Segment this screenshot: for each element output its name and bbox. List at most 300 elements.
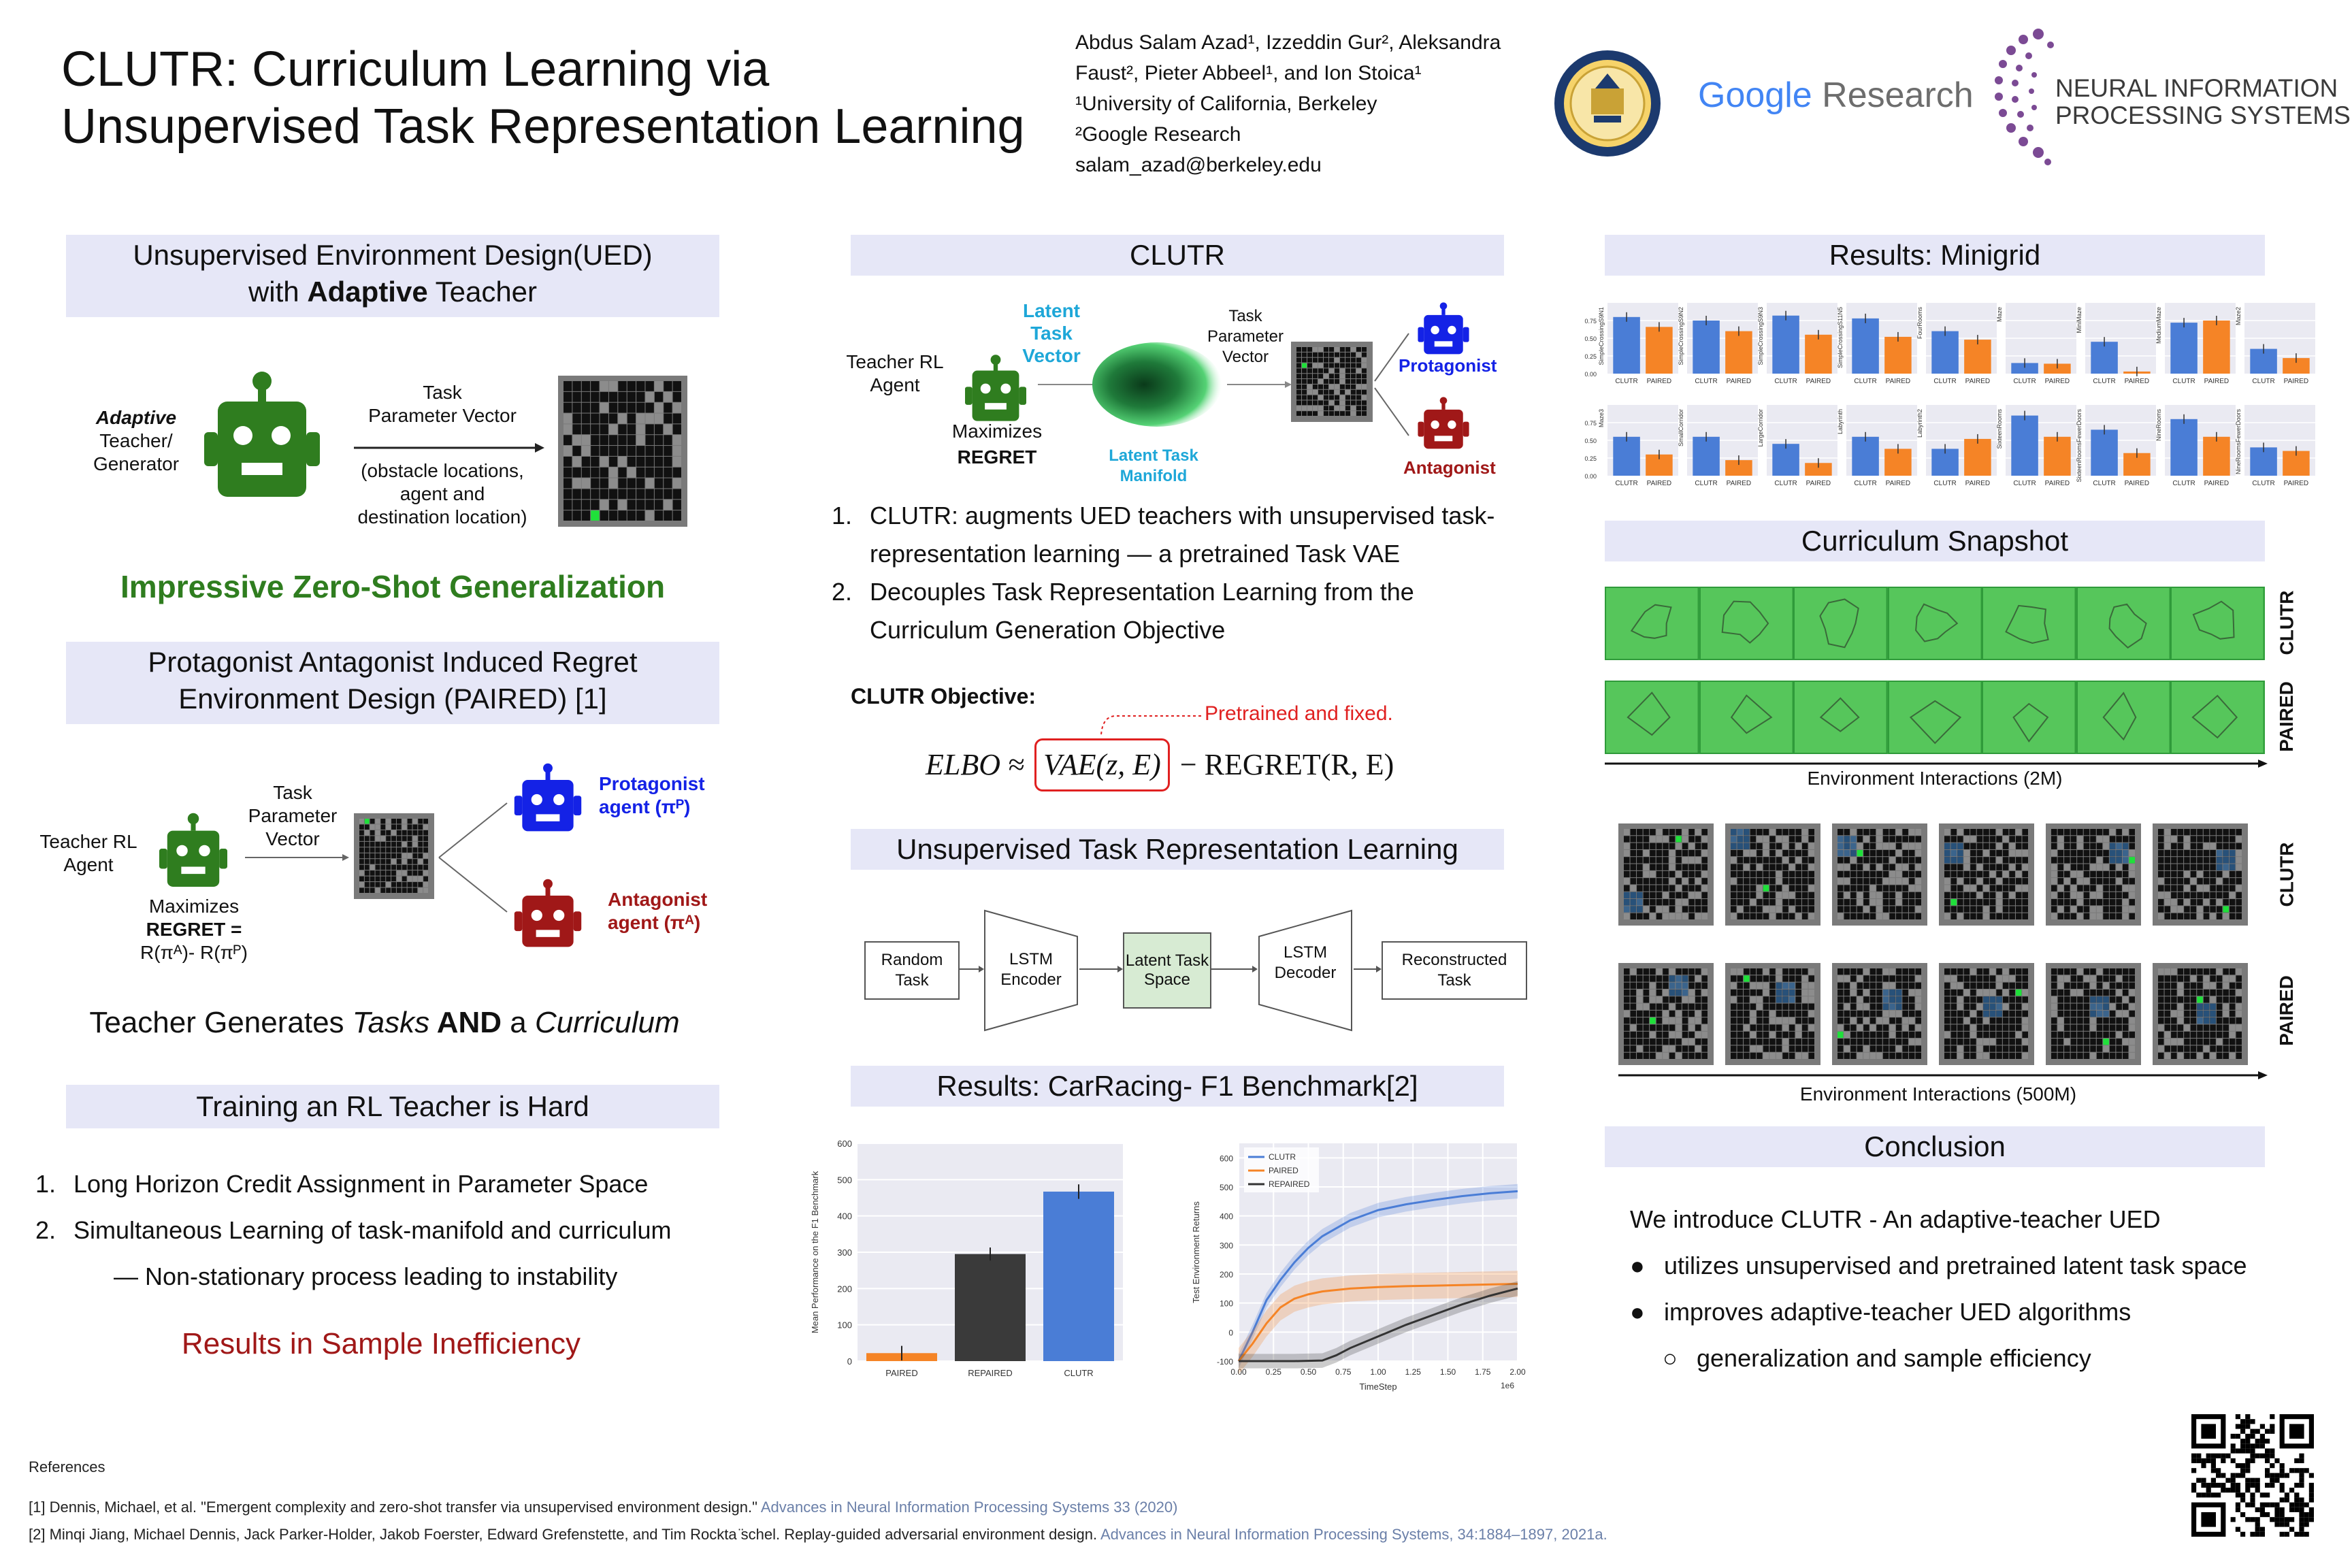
maze-wall-cell [1782,857,1788,863]
maze-wall-cell [1889,843,1895,849]
maze-visited-cell [1951,850,1957,856]
maze-visited-cell [1744,829,1750,835]
maze-floor-cell [2204,1024,2210,1030]
maze-floor-cell [2051,1024,2057,1030]
maze-floor-cell [2230,1045,2236,1051]
maze-floor-cell [2110,1017,2116,1024]
maze-floor-cell [1656,885,1663,891]
minigrid-xtick-label: PAIRED [2204,480,2230,487]
minigrid-ytick-label: 0.75 [1584,318,1597,325]
maze-wall-cell [402,853,407,858]
minigrid-bar-paired [1964,340,1991,374]
maze-floor-cell [1844,1053,1850,1059]
bar-repaired [955,1254,1026,1361]
qr-module [2299,1503,2304,1507]
maze-floor-cell [1744,990,1750,996]
maze-floor-cell [2103,906,2109,912]
maze-floor-cell [1731,885,1737,891]
maze-wall-cell [412,819,417,823]
maze-visited-cell [1990,1011,1996,1017]
maze-wall-cell [1663,836,1669,842]
maze-wall-cell [1808,850,1814,856]
neurips-dots-logo [1991,26,2065,169]
maze-floor-cell [1896,906,1902,912]
snapshot-axis-arrow-2 [1618,1070,2268,1081]
maze-floor-cell [591,489,599,499]
maze-floor-cell [1644,1039,1650,1045]
maze-wall-cell [1763,843,1769,849]
maze-wall-cell [2051,864,2057,870]
maze-floor-cell [1340,363,1345,368]
maze-wall-cell [1307,406,1312,410]
snapshot-track-cell [1699,681,1794,754]
qr-module [2240,1492,2245,1497]
maze-floor-cell [2158,850,2164,856]
maze-floor-cell [1688,885,1695,891]
maze-floor-cell [1990,1053,1996,1059]
maze-floor-cell [1964,829,1970,835]
maze-floor-cell [1737,892,1744,898]
snapshot-maze-thumbnail [2046,963,2141,1065]
maze-floor-cell [1744,885,1750,891]
maze-floor-cell [2158,1017,2164,1024]
clutr-points-list [832,497,1512,649]
maze-floor-cell [1902,1039,1908,1045]
maze-floor-cell [1669,885,1676,891]
snapshot-track-cell [1982,587,2076,660]
qr-code[interactable] [2191,1414,2314,1537]
maze-wall-cell [1644,906,1650,912]
maze-floor-cell [1676,1039,1682,1045]
maze-floor-cell [2003,983,2009,989]
maze-floor-cell [1737,996,1744,1002]
maze-wall-cell [1996,843,2002,849]
maze-wall-cell [1915,1024,1921,1030]
maze-floor-cell [1896,1039,1902,1045]
maze-wall-cell [1889,983,1895,989]
maze-floor-cell [2191,899,2197,905]
maze-floor-cell [2090,990,2096,996]
maze-floor-cell [1750,878,1757,884]
maze-floor-cell [2178,836,2184,842]
clutr-objective-note-connector [1089,708,1205,742]
maze-floor-cell [1876,878,1882,884]
maze-floor-cell [1669,843,1676,849]
maze-floor-cell [1650,857,1656,863]
maze-floor-cell [1324,406,1328,410]
maze-floor-cell [376,882,380,887]
maze-floor-cell [1637,1017,1643,1024]
maze-floor-cell [376,859,380,864]
conclusion-list [1630,1196,2283,1382]
maze-floor-cell [2197,836,2203,842]
maze-floor-cell [1902,968,1908,975]
maze-wall-cell [402,824,407,829]
maze-floor-cell [2103,871,2109,877]
maze-floor-cell [1362,353,1367,357]
maze-floor-cell [1769,975,1776,981]
maze-floor-cell [2116,871,2122,877]
maze-wall-cell [1695,1011,1701,1017]
maze-wall-cell [1838,975,1844,981]
maze-floor-cell [2116,885,2122,891]
maze-floor-cell [1795,1011,1801,1017]
maze-floor-cell [1863,996,1869,1002]
maze-wall-cell [1782,885,1788,891]
maze-wall-cell [1996,892,2002,898]
maze-floor-cell [1744,857,1750,863]
qr-module [2270,1503,2274,1507]
maze-floor-cell [1656,871,1663,877]
maze-wall-cell [1776,899,1782,905]
maze-floor-cell [1850,899,1857,905]
maze-floor-cell [2178,1032,2184,1038]
maze-floor-cell [2077,906,2083,912]
maze-floor-cell [1789,913,1795,919]
maze-floor-cell [2003,1039,2009,1045]
maze-floor-cell [2009,968,2015,975]
maze-floor-cell [1909,899,1915,905]
maze-floor-cell [2116,829,2122,835]
maze-wall-cell [2230,1032,2236,1038]
maze-floor-cell [1688,1045,1695,1051]
maze-floor-cell [1977,975,1983,981]
maze-floor-cell [2171,885,2177,891]
maze-wall-cell [2123,1039,2129,1045]
maze-visited-cell [1676,975,1682,981]
maze-floor-cell [2191,983,2197,989]
maze-floor-cell [1957,1017,1963,1024]
maze-floor-cell [591,392,599,402]
maze-floor-cell [582,381,590,391]
maze-visited-cell [1624,906,1630,912]
maze-wall-cell [2051,1011,2057,1017]
maze-floor-cell [2097,983,2103,989]
qr-module [2245,1488,2250,1492]
maze-wall-cell [1990,1039,1996,1045]
maze-visited-cell [1996,1004,2002,1010]
qr-module [2265,1473,2270,1477]
maze-floor-cell [2051,899,2057,905]
maze-wall-cell [2236,1024,2242,1030]
maze-wall-cell [2003,968,2009,975]
maze-floor-cell [1983,968,1989,975]
maze-wall-cell [1757,1045,1763,1051]
minigrid-bar-paired [2203,321,2230,374]
maze-floor-cell [2223,1053,2229,1059]
maze-floor-cell [1769,1024,1776,1030]
qr-module [2211,1478,2216,1483]
maze-grid [1618,823,1714,926]
qr-module [2250,1492,2255,1497]
maze-wall-cell [1688,1024,1695,1030]
maze-wall-cell [2184,885,2190,891]
maze-floor-cell [365,888,370,893]
maze-floor-cell [408,842,412,847]
maze-floor-cell [1964,906,1970,912]
maze-wall-cell [2210,996,2216,1002]
maze-floor-cell [1682,906,1688,912]
maze-wall-cell [2003,1004,2009,1010]
qr-module [2280,1532,2285,1537]
maze-floor-cell [1296,379,1301,384]
maze-wall-cell [1737,906,1744,912]
qr-module [2231,1443,2236,1448]
maze-floor-cell [2084,829,2090,835]
line-xtick-label: 0.75 [1335,1367,1352,1377]
maze-wall-cell [1776,850,1782,856]
maze-floor-cell [2064,1032,2070,1038]
maze-floor-cell [2184,1017,2190,1024]
maze-wall-cell [2064,1039,2070,1045]
maze-floor-cell [655,424,663,434]
maze-wall-cell [1669,1004,1676,1010]
maze-floor-cell [2051,829,2057,835]
snapshot-section-header: Curriculum Snapshot [1605,521,2265,561]
maze-floor-cell [1356,390,1361,395]
maze-visited-cell [2197,1004,2203,1010]
line-xlabel: TimeStep [1359,1382,1397,1392]
maze-floor-cell [1990,885,1996,891]
maze-visited-cell [1889,1004,1895,1010]
qr-module [2270,1517,2274,1522]
maze-floor-cell [1909,906,1915,912]
maze-floor-cell [2090,871,2096,877]
maze-wall-cell [1944,829,1950,835]
maze-floor-cell [2116,892,2122,898]
maze-floor-cell [391,888,396,893]
maze-floor-cell [1731,850,1737,856]
maze-wall-cell [1701,1032,1708,1038]
maze-floor-cell [1731,990,1737,996]
maze-wall-cell [2165,899,2171,905]
maze-goal-cell [1676,836,1682,842]
maze-floor-cell [1970,850,1976,856]
maze-floor-cell [1990,836,1996,842]
maze-wall-cell [1307,385,1312,389]
maze-floor-cell [1876,871,1882,877]
maze-floor-cell [2236,1039,2242,1045]
maze-floor-cell [2116,1004,2122,1010]
maze-floor-cell [2103,913,2109,919]
maze-floor-cell [1313,353,1318,357]
maze-floor-cell [412,888,417,893]
maze-floor-cell [2064,843,2070,849]
maze-floor-cell [1644,1053,1650,1059]
maze-floor-cell [1951,968,1957,975]
maze-wall-cell [1808,913,1814,919]
clutr-point-2: 2. Decouples Task Representation Learning from the Curriculum Generation Objective [832,578,1414,644]
maze-floor-cell [1701,983,1708,989]
maze-wall-cell [1631,885,1637,891]
maze-wall-cell [2003,871,2009,877]
maze-floor-cell [2123,892,2129,898]
snapshot-track-cell [1793,587,1888,660]
qr-module [2270,1414,2274,1419]
maze-floor-cell [2009,1017,2015,1024]
qr-finder-center [2289,1424,2304,1439]
maze-wall-cell [397,870,402,875]
qr-module [2201,1478,2206,1483]
maze-floor-cell [2236,892,2242,898]
maze-floor-cell [1737,885,1744,891]
maze-floor-cell [1763,996,1769,1002]
maze-floor-cell [2116,1053,2122,1059]
maze-wall-cell [2178,1011,2184,1017]
maze-wall-cell [1750,1032,1757,1038]
maze-floor-cell [2058,1045,2064,1051]
maze-wall-cell [1744,864,1750,870]
maze-floor-cell [1335,395,1339,400]
maze-wall-cell [2158,968,2164,975]
maze-wall-cell [2129,1045,2135,1051]
maze-floor-cell [1776,864,1782,870]
maze-wall-cell [1857,1053,1863,1059]
maze-floor-cell [1996,913,2002,919]
paired-section-header [66,642,719,724]
maze-floor-cell [582,510,590,521]
qr-module [2236,1424,2240,1428]
maze-floor-cell [1356,363,1361,368]
qr-module [2250,1434,2255,1439]
maze-floor-cell [673,381,681,391]
maze-floor-cell [1656,1024,1663,1030]
maze-floor-cell [2210,968,2216,975]
maze-floor-cell [1951,836,1957,842]
maze-wall-cell [1996,983,2002,989]
maze-floor-cell [1902,885,1908,891]
maze-floor-cell [2210,836,2216,842]
maze-floor-cell [1802,968,1808,975]
maze-wall-cell [1663,990,1669,996]
maze-floor-cell [1688,836,1695,842]
qr-module [2206,1483,2211,1488]
maze-floor-cell [2197,878,2203,884]
maze-floor-cell [1624,975,1630,981]
maze-floor-cell [2197,850,2203,856]
maze-wall-cell [2197,913,2203,919]
qr-module [2285,1492,2289,1497]
maze-floor-cell [1850,864,1857,870]
maze-wall-cell [2223,1011,2229,1017]
maze-floor-cell [1731,899,1737,905]
qr-module [2309,1507,2314,1512]
clutr-protagonist-robot-icon [1418,301,1469,359]
maze-wall-cell [2171,1011,2177,1017]
maze-floor-cell [1313,368,1318,373]
qr-module [2236,1507,2240,1512]
maze-floor-cell [1676,1004,1682,1010]
maze-floor-cell [1883,850,1889,856]
maze-wall-cell [1996,857,2002,863]
clutr-manifold-label [1085,446,1222,487]
minigrid-bar-paired [1646,327,1673,374]
maze-floor-cell [2058,1053,2064,1059]
maze-floor-cell [386,836,391,840]
maze-floor-cell [1870,983,1876,989]
maze-floor-cell [1883,906,1889,912]
maze-floor-cell [2051,1017,2057,1024]
maze-floor-cell [1838,857,1844,863]
maze-floor-cell [673,489,681,499]
maze-floor-cell [2236,871,2242,877]
maze-floor-cell [2009,1053,2015,1059]
maze-floor-cell [391,836,396,840]
maze-floor-cell [2165,983,2171,989]
maze-floor-cell [1351,368,1356,373]
maze-floor-cell [2003,1032,2009,1038]
maze-floor-cell [2210,885,2216,891]
maze-floor-cell [1850,968,1857,975]
maze-floor-cell [1701,899,1708,905]
maze-floor-cell [2217,836,2223,842]
qr-module [2250,1429,2255,1434]
qr-module [2274,1478,2279,1483]
maze-floor-cell [1769,1045,1776,1051]
maze-floor-cell [1902,892,1908,898]
maze-floor-cell [1737,990,1744,996]
maze-floor-cell [1324,390,1328,395]
maze-floor-cell [1789,843,1795,849]
minigrid-xtick-label: PAIRED [2283,480,2309,487]
qr-module [2299,1507,2304,1512]
maze-wall-cell [1789,892,1795,898]
maze-visited-cell [2103,1004,2109,1010]
maze-floor-cell [564,468,572,478]
maze-wall-cell [1701,871,1708,877]
maze-wall-cell [412,877,417,881]
maze-floor-cell [2022,871,2028,877]
maze-floor-cell [664,381,672,391]
maze-floor-cell [2191,913,2197,919]
snapshot-maze-thumbnail [1939,963,2034,1065]
maze-floor-cell [1701,1011,1708,1017]
maze-wall-cell [1744,1024,1750,1030]
maze-wall-cell [2077,836,2083,842]
maze-wall-cell [2158,1045,2164,1051]
maze-wall-cell [1857,892,1863,898]
maze-floor-cell [1944,968,1950,975]
qr-module [2260,1492,2265,1497]
maze-floor-cell [1345,400,1350,405]
maze-visited-cell [1951,857,1957,863]
maze-wall-cell [2077,990,2083,996]
maze-wall-cell [1362,358,1367,363]
maze-floor-cell [1737,899,1744,905]
maze-wall-cell [1776,1053,1782,1059]
maze-floor-cell [2016,843,2022,849]
maze-wall-cell [1318,379,1323,384]
maze-floor-cell [2077,829,2083,835]
maze-floor-cell [1769,983,1776,989]
maze-wall-cell [1902,864,1908,870]
maze-floor-cell [1763,1004,1769,1010]
maze-floor-cell [1351,358,1356,363]
maze-floor-cell [2103,892,2109,898]
maze-wall-cell [1340,400,1345,405]
maze-wall-cell [2022,1024,2028,1030]
maze-floor-cell [1870,843,1876,849]
maze-floor-cell [380,853,385,858]
qr-module [2191,1488,2196,1492]
maze-wall-cell [2064,975,2070,981]
maze-visited-cell [1737,829,1744,835]
qr-module [2274,1503,2279,1507]
maze-floor-cell [1889,885,1895,891]
maze-floor-cell [1990,1024,1996,1030]
qr-module [2236,1503,2240,1507]
maze-wall-cell [1957,913,1963,919]
